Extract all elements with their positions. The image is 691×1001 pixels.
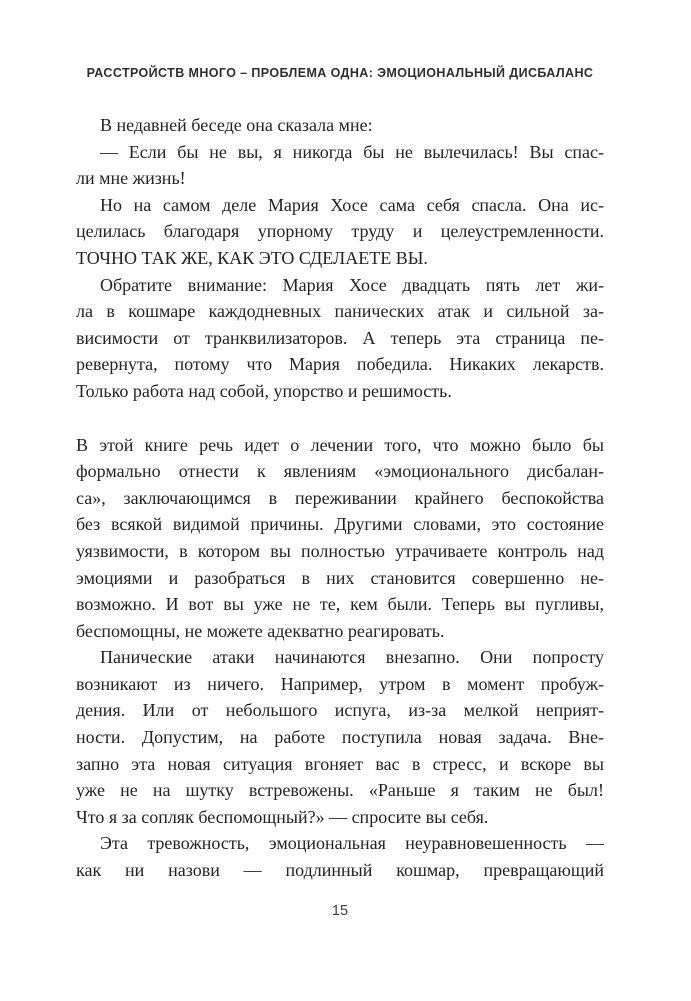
text-line: возникают из ничего. Например, утром в момент пробуж- [76, 673, 604, 694]
text-line: Обратите внимание: Мария Хосе двадцать пять лет жи- [100, 274, 604, 295]
paragraph [76, 139, 604, 192]
paragraph [76, 112, 604, 139]
text-line: без всякой видимой причины. Другими словами, это состояние [76, 514, 604, 535]
text-line: Но на самом деле Мария Хосе сама себя спасла. Она ис- [100, 194, 604, 215]
text-line: дения. Или от небольшого испуга, из-за мелкой неприят- [76, 700, 604, 721]
text-line: В этой книге речь идет о лечении того, что можно было бы [76, 434, 604, 455]
text-line: Только работа над собой, упорство и решимость. [76, 380, 452, 401]
paragraph [76, 432, 604, 645]
text-line: как ни назови — подлинный кошмар, превращающий [76, 860, 604, 881]
text-line: В недавней беседе она сказала мне: [100, 115, 373, 135]
text-line: Что я за сопляк беспомощный?» — спросите вы себя. [76, 806, 489, 827]
text-line: целилась благодаря упорному труду и целеустремленности. [76, 221, 604, 242]
text-line: уже не на шутку встревожены. «Раньше я таким не был! [76, 780, 604, 801]
text-line: ности. Допустим, на работе поступила новая задача. Вне- [76, 727, 604, 748]
text-line: Панические атаки начинаются внезапно. Они попросту [100, 647, 604, 668]
paragraph [76, 830, 604, 883]
paragraph [76, 272, 604, 405]
text-line: ревернута, потому что Мария победила. Никаких лекарств. [76, 354, 604, 375]
text-line: возможно. И вот вы уже не те, кем были. Теперь вы пугливы, [76, 594, 604, 615]
text-line: — Если бы не вы, я никогда бы не вылечилась! Вы спас- [100, 141, 604, 162]
text-line: эмоциями и разобраться в них становится совершенно не- [76, 567, 604, 588]
page-number: 15 [331, 903, 349, 919]
text-line: беспомощны, не можете адекватно реагировать. [76, 620, 445, 641]
text-line: запно эта новая ситуация вгоняет вас в стресс, и вскоре вы [76, 753, 604, 774]
text-line: Эта тревожность, эмоциональная неуравновешенность — [100, 833, 604, 854]
text-line: формально отнести к явлениям «эмоционального дисбалан- [76, 461, 604, 482]
text-line: ли мне жизнь! [76, 168, 186, 189]
text-line: са», заключающимся в переживании крайнего беспокойства [76, 487, 604, 508]
text-line: ТОЧНО ТАК ЖЕ, КАК ЭТО СДЕЛАЕТЕ ВЫ. [76, 247, 428, 268]
body-text [76, 112, 604, 884]
text-line: висимости от транквилизаторов. А теперь эта страница пе- [76, 327, 604, 348]
running-header: РАССТРОЙСТВ МНОГО – ПРОБЛЕМА ОДНА: ЭМОЦИОНАЛЬНЫЙ ДИСБАЛАНС [86, 66, 594, 80]
text-line: уязвимости, в котором вы полностью утрачиваете контроль над [76, 540, 604, 561]
paragraph [76, 192, 604, 272]
text-line: ла в кошмаре каждодневных панических атак и сильной за- [76, 301, 604, 322]
paragraph [76, 644, 604, 830]
